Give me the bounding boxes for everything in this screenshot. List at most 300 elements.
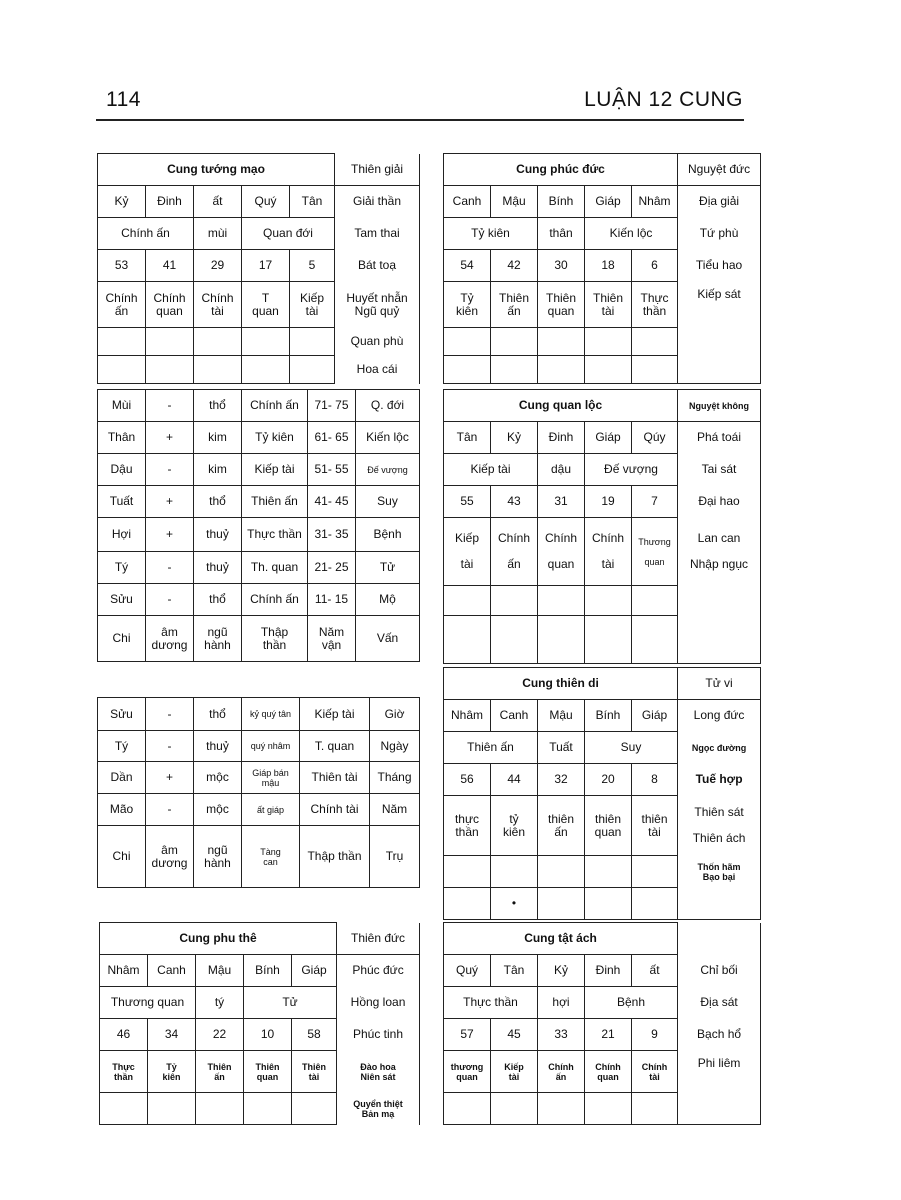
table-cell: Canh (491, 700, 538, 732)
table-cell: Thiên quan (244, 1051, 292, 1093)
table-cell: Nhâm (444, 700, 491, 732)
table-cell: 8 (632, 764, 678, 796)
table-cell: 18 (585, 250, 632, 282)
table-cell: Tuế hợp (678, 764, 761, 796)
table-cell: 20 (585, 764, 632, 796)
table-cell: Kiến lộc (585, 218, 678, 250)
table-cell (678, 616, 761, 664)
van-row (98, 454, 420, 486)
table-cell (244, 1093, 292, 1125)
table-cell: Thực thần (632, 282, 678, 328)
van-row (98, 518, 420, 552)
table-cell (632, 856, 678, 888)
table-cell: Kỷ (491, 422, 538, 454)
table-cell: Thiên ấn (242, 486, 308, 518)
stem-1: Kỷ (98, 186, 146, 218)
table-cell: 44 (491, 764, 538, 796)
table-cell: Phúc tinh (337, 1019, 420, 1051)
table-cell: Ngày (370, 731, 420, 762)
table-cell: mộc (194, 794, 242, 826)
table-cell: - (146, 794, 194, 826)
star-4: Bát toạ (335, 250, 420, 282)
star-2: Giải thần (335, 186, 420, 218)
table-cell (678, 328, 761, 356)
table-cell: Chính tài (585, 518, 632, 586)
table-cell: + (146, 422, 194, 454)
table-cell (146, 328, 194, 356)
num-2: 41 (146, 250, 194, 282)
table-cell: Thập thần (242, 616, 308, 662)
table-cell: Th. quan (242, 552, 308, 584)
table-cell (585, 856, 632, 888)
table-cell: Thân (98, 422, 146, 454)
table-cell: thổ (194, 486, 242, 518)
table-cell: Trụ (370, 826, 420, 888)
rel-4: T quan (242, 282, 290, 328)
table-cell: Thiên ấn (196, 1051, 244, 1093)
pillar-row (98, 794, 420, 826)
table-cell (585, 356, 632, 384)
pillar-row (98, 698, 420, 731)
table-cell (585, 328, 632, 356)
table-cell: 57 (444, 1019, 491, 1051)
table-cell: Đế vượng (356, 454, 420, 486)
table-cell: Kiếp tài (242, 454, 308, 486)
table-cell (538, 328, 585, 356)
table-cell: Sửu (98, 584, 146, 616)
table-cell: thuỷ (194, 731, 242, 762)
table-cell: Đinh (538, 422, 585, 454)
table-cell: 51- 55 (308, 454, 356, 486)
table-cell: Canh (444, 186, 491, 218)
num-3: 29 (194, 250, 242, 282)
god-left: Chính ấn (98, 218, 194, 250)
table-cell: Đại hao (678, 486, 761, 518)
num-4: 17 (242, 250, 290, 282)
table-cell: Kiếp tài (491, 1051, 538, 1093)
table-cell (632, 888, 678, 920)
pillar-row (98, 762, 420, 794)
table-cell: Kiếp sát (678, 282, 761, 328)
table-cell: Suy (356, 486, 420, 518)
table-cell: Tử vi (678, 668, 761, 700)
table-cell: thuỷ (194, 552, 242, 584)
table-cell: kỷ quý tân (242, 698, 300, 731)
table-cell: Q. đới (356, 390, 420, 422)
header-rule (96, 119, 744, 121)
table-cell (196, 1093, 244, 1125)
table-cell: Chính tài (632, 1051, 678, 1093)
table-cell (538, 856, 585, 888)
table-cell: Thiên ấn (491, 282, 538, 328)
table-cell (632, 328, 678, 356)
table-cell: Mùi (98, 390, 146, 422)
table-cell: dậu (538, 454, 585, 486)
table-cell: Địa giải (678, 186, 761, 218)
table-cell: thân (538, 218, 585, 250)
table-cell: Tuất (538, 732, 585, 764)
table-cell: Năm (370, 794, 420, 826)
table-cell (538, 356, 585, 384)
table-cell: Long đức (678, 700, 761, 732)
table-cell: Thiên đức (337, 923, 420, 955)
table-cell (491, 586, 538, 616)
table-cell: 22 (196, 1019, 244, 1051)
table-cell: Tai sát (678, 454, 761, 486)
table-cell: Ngọc đường (678, 732, 761, 764)
table-cell: Giờ (370, 698, 420, 731)
table-cell (491, 616, 538, 664)
table-cell (444, 616, 491, 664)
table-cell: Phá toái (678, 422, 761, 454)
table-cell: 32 (538, 764, 585, 796)
table-cell: Đào hoa Niên sát (337, 1051, 420, 1093)
rel-2: Chính quan (146, 282, 194, 328)
table-cell: Giáp bán mậu (242, 762, 300, 794)
table-cell: Giáp (632, 700, 678, 732)
rel-3: Chính tài (194, 282, 242, 328)
table-cell: 30 (538, 250, 585, 282)
table-cell: Mậu (196, 955, 244, 987)
table-cell: Chi (98, 826, 146, 888)
table-cell (444, 856, 491, 888)
table-cell: 43 (491, 486, 538, 518)
table-cell: ất giáp (242, 794, 300, 826)
table-cell (538, 586, 585, 616)
table-cell (678, 888, 761, 920)
table-cell: Bính (244, 955, 292, 987)
star-1: Thiên giải (335, 154, 420, 186)
table-cell: Tử (356, 552, 420, 584)
pillars-table (97, 697, 420, 888)
table-cell: Tỷ kiên (148, 1051, 196, 1093)
table-cell (538, 888, 585, 920)
num-1: 53 (98, 250, 146, 282)
table-cell: Bệnh (356, 518, 420, 552)
table-cell: Chỉ bối (678, 955, 761, 987)
pillar-row (98, 731, 420, 762)
table-cell: Mão (98, 794, 146, 826)
table-cell: Năm vận (308, 616, 356, 662)
table-cell (491, 356, 538, 384)
table-cell: Tàng can (242, 826, 300, 888)
cung-phuc-duc-table (443, 153, 761, 384)
table-cell: 61- 65 (308, 422, 356, 454)
table-cell: Kiến lộc (356, 422, 420, 454)
table-cell: 33 (538, 1019, 585, 1051)
table-cell: Bệnh (585, 987, 678, 1019)
table-cell: Chính ấn (491, 518, 538, 586)
table-cell: Giáp (292, 955, 337, 987)
table-cell: Mậu (491, 186, 538, 218)
table-cell: Hợi (98, 518, 146, 552)
star-7: Hoa cái (335, 356, 420, 384)
table-cell: 21- 25 (308, 552, 356, 584)
table-cell: 71- 75 (308, 390, 356, 422)
table-cell: thuỷ (194, 518, 242, 552)
chapter-title: LUẬN 12 CUNG (584, 88, 743, 111)
god-right: Quan đới (242, 218, 335, 250)
table-cell (632, 356, 678, 384)
table-cell: Bính (585, 700, 632, 732)
table-cell: Tân (491, 955, 538, 987)
table-cell: Giáp (585, 186, 632, 218)
palace-title: Cung phu thê (100, 923, 337, 955)
table-cell: âm dương (146, 616, 194, 662)
table-cell: + (146, 486, 194, 518)
table-cell (444, 888, 491, 920)
pillar-footer (98, 826, 420, 888)
table-cell: Tứ phù (678, 218, 761, 250)
table-cell: quý nhâm (242, 731, 300, 762)
van-row (98, 486, 420, 518)
table-cell: Kiếp tài (444, 454, 538, 486)
table-cell: Tỷ kiên (444, 218, 538, 250)
stem-5: Tân (290, 186, 335, 218)
table-cell: Chi (98, 616, 146, 662)
table-cell: ất (632, 955, 678, 987)
table-cell: Chính ấn (242, 390, 308, 422)
table-cell: Tuất (98, 486, 146, 518)
table-cell: tý (196, 987, 244, 1019)
table-cell (98, 328, 146, 356)
table-cell (491, 1093, 538, 1125)
rel-1: Chính ấn (98, 282, 146, 328)
table-cell: Thiên quan (538, 282, 585, 328)
table-cell: 21 (585, 1019, 632, 1051)
table-cell: Thiên sát Thiên ách (678, 796, 761, 856)
table-cell: Tháng (370, 762, 420, 794)
table-cell (585, 586, 632, 616)
table-cell: thiên tài (632, 796, 678, 856)
table-cell: 58 (292, 1019, 337, 1051)
table-cell: Nguyệt không (678, 390, 761, 422)
van-table (97, 389, 420, 662)
table-cell: Địa sát (678, 987, 761, 1019)
table-cell: Dần (98, 762, 146, 794)
table-cell: ngũ hành (194, 826, 242, 888)
table-cell: Thực thần (100, 1051, 148, 1093)
table-cell: Kỷ (538, 955, 585, 987)
table-cell: - (146, 584, 194, 616)
palace-title: Cung thiên di (444, 668, 678, 700)
table-cell: 10 (244, 1019, 292, 1051)
table-cell: Vấn (356, 616, 420, 662)
cung-tat-ach-table (443, 922, 761, 1125)
palace-title: Cung quan lộc (444, 390, 678, 422)
stem-2: Đinh (146, 186, 194, 218)
palace-title: Cung phúc đức (444, 154, 678, 186)
dot-mark: • (491, 888, 538, 920)
table-cell (194, 356, 242, 384)
cung-quan-loc-table (443, 389, 761, 664)
table-cell (290, 356, 335, 384)
table-cell: Quyển thiệt Bản mạ (337, 1093, 420, 1125)
table-cell (148, 1093, 196, 1125)
table-cell: Mậu (538, 700, 585, 732)
table-cell (491, 856, 538, 888)
table-cell: Chính quan (585, 1051, 632, 1093)
table-cell: Tân (444, 422, 491, 454)
table-cell: Phúc đức (337, 955, 420, 987)
table-cell: Thập thần (300, 826, 370, 888)
table-cell: - (146, 552, 194, 584)
table-cell (100, 1093, 148, 1125)
table-cell: Thực thần (242, 518, 308, 552)
table-cell: Suy (585, 732, 678, 764)
table-cell: Tý (98, 552, 146, 584)
table-cell: Kiếp tài (300, 698, 370, 731)
table-cell (194, 328, 242, 356)
table-cell: Phi liêm (678, 1051, 761, 1093)
van-row (98, 552, 420, 584)
table-cell: 55 (444, 486, 491, 518)
table-cell: - (146, 731, 194, 762)
table-cell (632, 616, 678, 664)
table-cell: thổ (194, 390, 242, 422)
table-cell: Lan can Nhập ngục (678, 518, 761, 586)
table-cell (632, 586, 678, 616)
table-cell (444, 1093, 491, 1125)
table-cell: Tỷ kiên (242, 422, 308, 454)
table-cell (678, 923, 761, 955)
table-cell: 34 (148, 1019, 196, 1051)
table-cell: Bạch hổ (678, 1019, 761, 1051)
table-cell: Đế vượng (585, 454, 678, 486)
table-cell (585, 888, 632, 920)
table-cell: Chính tài (300, 794, 370, 826)
table-cell: 7 (632, 486, 678, 518)
van-row (98, 390, 420, 422)
table-cell: 54 (444, 250, 491, 282)
table-cell (678, 356, 761, 384)
cung-phu-the-table (99, 922, 420, 1125)
table-cell: Thiên ấn (444, 732, 538, 764)
table-cell: + (146, 762, 194, 794)
table-cell: Chính quan (538, 518, 585, 586)
star-3: Tam thai (335, 218, 420, 250)
table-cell: 19 (585, 486, 632, 518)
table-cell (146, 356, 194, 384)
van-row (98, 422, 420, 454)
table-cell: 6 (632, 250, 678, 282)
table-cell: thổ (194, 584, 242, 616)
table-cell: Bính (538, 186, 585, 218)
table-cell (585, 1093, 632, 1125)
table-cell: Tý (98, 731, 146, 762)
table-cell: Đinh (585, 955, 632, 987)
table-cell: 31 (538, 486, 585, 518)
table-cell: Dậu (98, 454, 146, 486)
table-cell: Nhâm (100, 955, 148, 987)
table-cell: 11- 15 (308, 584, 356, 616)
cung-thien-di-table (443, 667, 761, 920)
table-cell: Kiếp tài (444, 518, 491, 586)
branch: mùi (194, 218, 242, 250)
table-cell: Thực thần (444, 987, 538, 1019)
num-5: 5 (290, 250, 335, 282)
table-cell: 41- 45 (308, 486, 356, 518)
table-cell: Chính ấn (242, 584, 308, 616)
table-cell: Sửu (98, 698, 146, 731)
table-cell: thiên ấn (538, 796, 585, 856)
table-cell: thổ (194, 698, 242, 731)
table-cell: mộc (194, 762, 242, 794)
table-cell: Thiên tài (585, 282, 632, 328)
table-cell: T. quan (300, 731, 370, 762)
page-number: 114 (106, 88, 141, 111)
table-cell (444, 356, 491, 384)
table-cell: Nguyệt đức (678, 154, 761, 186)
table-cell: - (146, 454, 194, 486)
table-cell: Thương quan (100, 987, 196, 1019)
table-cell (242, 356, 290, 384)
table-cell: Tử (244, 987, 337, 1019)
star-5: Huyết nhẫn Ngũ quỷ (335, 282, 420, 328)
palace-title: Cung tật ách (444, 923, 678, 955)
table-cell: Thiên tài (300, 762, 370, 794)
table-cell: Chính ấn (538, 1051, 585, 1093)
table-cell: thực thần (444, 796, 491, 856)
table-cell (678, 586, 761, 616)
table-cell: Thương quan (632, 518, 678, 586)
table-cell (538, 1093, 585, 1125)
table-cell: 46 (100, 1019, 148, 1051)
table-cell (292, 1093, 337, 1125)
table-cell: Tiểu hao (678, 250, 761, 282)
table-cell: - (146, 698, 194, 731)
table-cell: Tỷ kiên (444, 282, 491, 328)
stem-3: ất (194, 186, 242, 218)
table-cell (538, 616, 585, 664)
palace-title: Cung tướng mạo (98, 154, 335, 186)
table-cell (98, 356, 146, 384)
table-cell: Thốn hãm Bạo bại (678, 856, 761, 888)
rel-5: Kiếp tài (290, 282, 335, 328)
table-cell: thiên quan (585, 796, 632, 856)
star-6: Quan phù (335, 328, 420, 356)
table-cell (242, 328, 290, 356)
van-row (98, 584, 420, 616)
table-cell: Mộ (356, 584, 420, 616)
table-cell (632, 1093, 678, 1125)
table-cell (444, 586, 491, 616)
table-cell: 42 (491, 250, 538, 282)
table-cell (585, 616, 632, 664)
table-cell: thương quan (444, 1051, 491, 1093)
table-cell: kim (194, 454, 242, 486)
table-cell (491, 328, 538, 356)
table-cell: - (146, 390, 194, 422)
table-cell: + (146, 518, 194, 552)
table-cell: Quý (444, 955, 491, 987)
table-cell (678, 1093, 761, 1125)
table-cell: ngũ hành (194, 616, 242, 662)
table-cell: Canh (148, 955, 196, 987)
table-cell: tỷ kiên (491, 796, 538, 856)
table-cell: hợi (538, 987, 585, 1019)
table-cell: 45 (491, 1019, 538, 1051)
table-cell: Nhâm (632, 186, 678, 218)
cung-tuong-mao-table (97, 153, 420, 384)
table-cell: 31- 35 (308, 518, 356, 552)
table-cell (290, 328, 335, 356)
table-cell: Thiên tài (292, 1051, 337, 1093)
table-cell: Qúy (632, 422, 678, 454)
table-cell (444, 328, 491, 356)
table-cell: 9 (632, 1019, 678, 1051)
table-cell: 56 (444, 764, 491, 796)
